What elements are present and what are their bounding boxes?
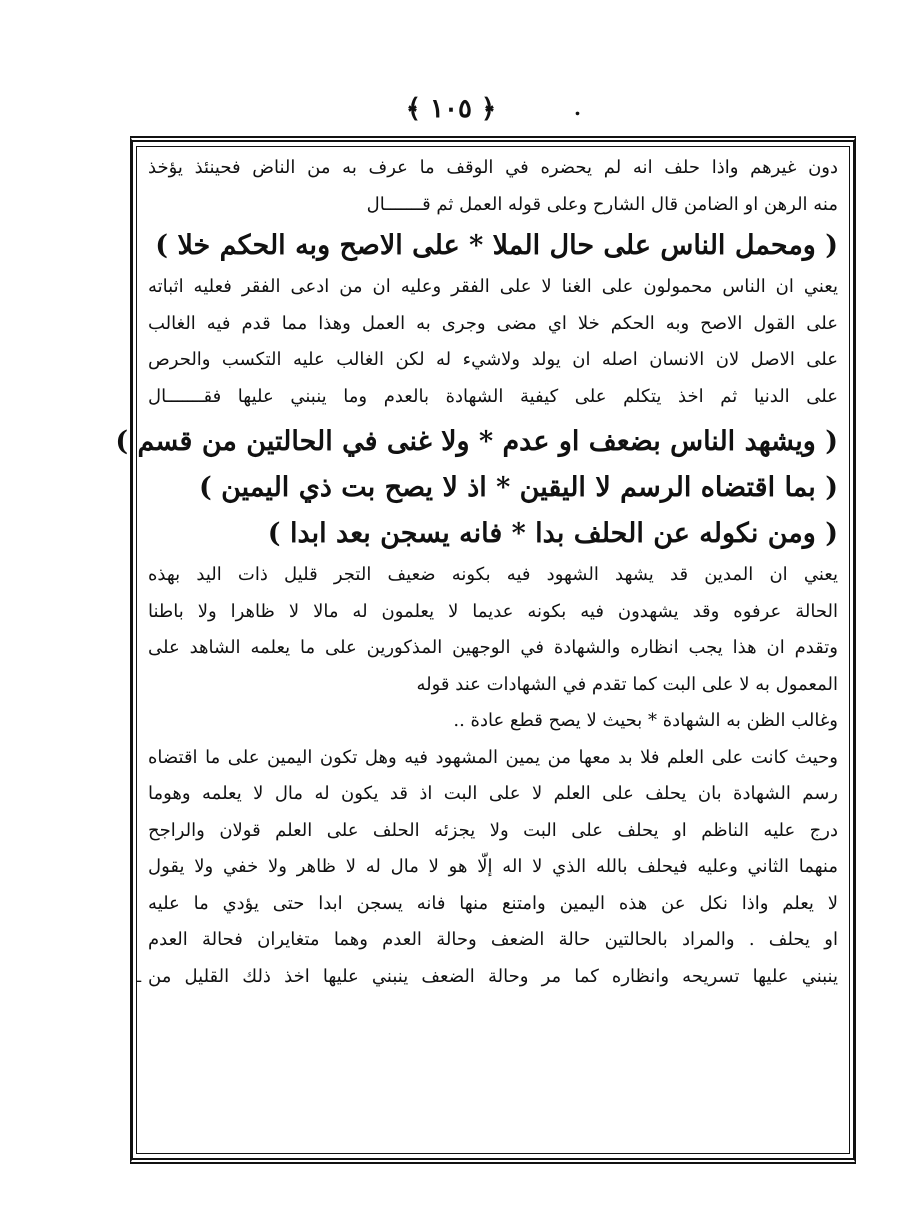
text-line: منهما الثاني وعليه فيحلف بالله الذي لا اله إلّا هو لا مال له لا ظاهر ولا خفي ولا يقول [148,856,838,877]
text-line: رسم الشهادة بان يحلف على العلم لا على البت اذ قد يكون له مال لا يعلمه وهوما [148,783,838,804]
page-number [0,94,902,124]
text-line: درج عليه الناظم او يحلف على البت ولا يجزئه الحلف على العلم قولان والراجح [148,819,838,841]
page-number-dot: . [574,96,583,120]
text-line: ينبني عليها تسريحه وانظاره كما مر وحالة الضعف ينبني عليها اخذ ذلك القليل من [148,965,838,987]
main-text [115,150,838,995]
verse-line: ( بما اقتضاه الرسم لا اليقين * اذ لا يصح بت ذي اليمين ) [198,472,838,503]
verse-line: ( ومن نكوله عن الحلف بدا * فانه يسجن بعد ابدا ) [267,518,838,549]
text-line: المعمول به لا على البت كما تقدم في الشهادات عند قوله [416,673,838,695]
verse-line: ( ومحمل الناس على حال الملا * على الاصح وبه الحكم خلا ) [155,230,838,261]
text-line: لا يعلم واذا نكل عن هذه اليمين وامتنع منها فانه يسجن ابدا حتى يؤدي ما عليه [148,892,838,914]
quoted-verse: وغالب الظن به الشهادة * بحيث لا يصح قطع عادة .. [453,710,838,731]
text-line: على الدنيا ثم اخذ يتكلم على كيفية الشهادة بالعدم وما ينبني عليها فقـــــــال [148,385,838,407]
text-line: دون غيرهم واذا حلف انه لم يحضره في الوقف ما عرف به من الناض فحينئذ يؤخذ [148,157,838,178]
text-line: على الاصل لان الانسان اصله ان يولد ولاشيء له لكن الغالب عليه التكسب والحرص [148,349,838,370]
text-line: الحالة عرفوه وقد يشهدون فيه بكونه عديما لا يعلمون له مالا لا ظاهرا ولا باطنا [148,600,838,622]
margin-mark: - [136,970,143,991]
verse-line: ( ويشهد الناس بضعف او عدم * ولا غنى في الحالتين من قسم ) [115,426,838,457]
text-line: منه الرهن او الضامن قال الشارح وعلى قوله العمل ثم قـــــــال [366,193,838,215]
text-line: او يحلف . والمراد بالحالتين حالة الضعف وحالة العدم وهما متغايران فحالة العدم [148,929,838,950]
page-number-text: ﴾ ١٠٥ ﴿ [405,94,497,124]
text-line: على القول الاصح وبه الحكم خلا اي مضى وجرى به العمل وهذا مما قدم فيه الغالب [148,312,838,334]
text-line: وتقدم ان هذا يجب انظاره والشهادة في الوجهين المذكورين على ما يعلمه الشاهد على [148,637,838,658]
text-line: يعني ان المدين قد يشهد الشهود فيه بكونه ضعيف التجر قليل ذات اليد بهذه [148,564,838,585]
text-line: وحيث كانت على العلم فلا بد معها من يمين المشهود فيه وهل تكون اليمين على ما اقتضاه [148,746,838,768]
text-line: يعني ان الناس محمولون على الغنا لا على الفقر وعليه ان من ادعى الفقر فعليه اثباته [148,276,838,297]
